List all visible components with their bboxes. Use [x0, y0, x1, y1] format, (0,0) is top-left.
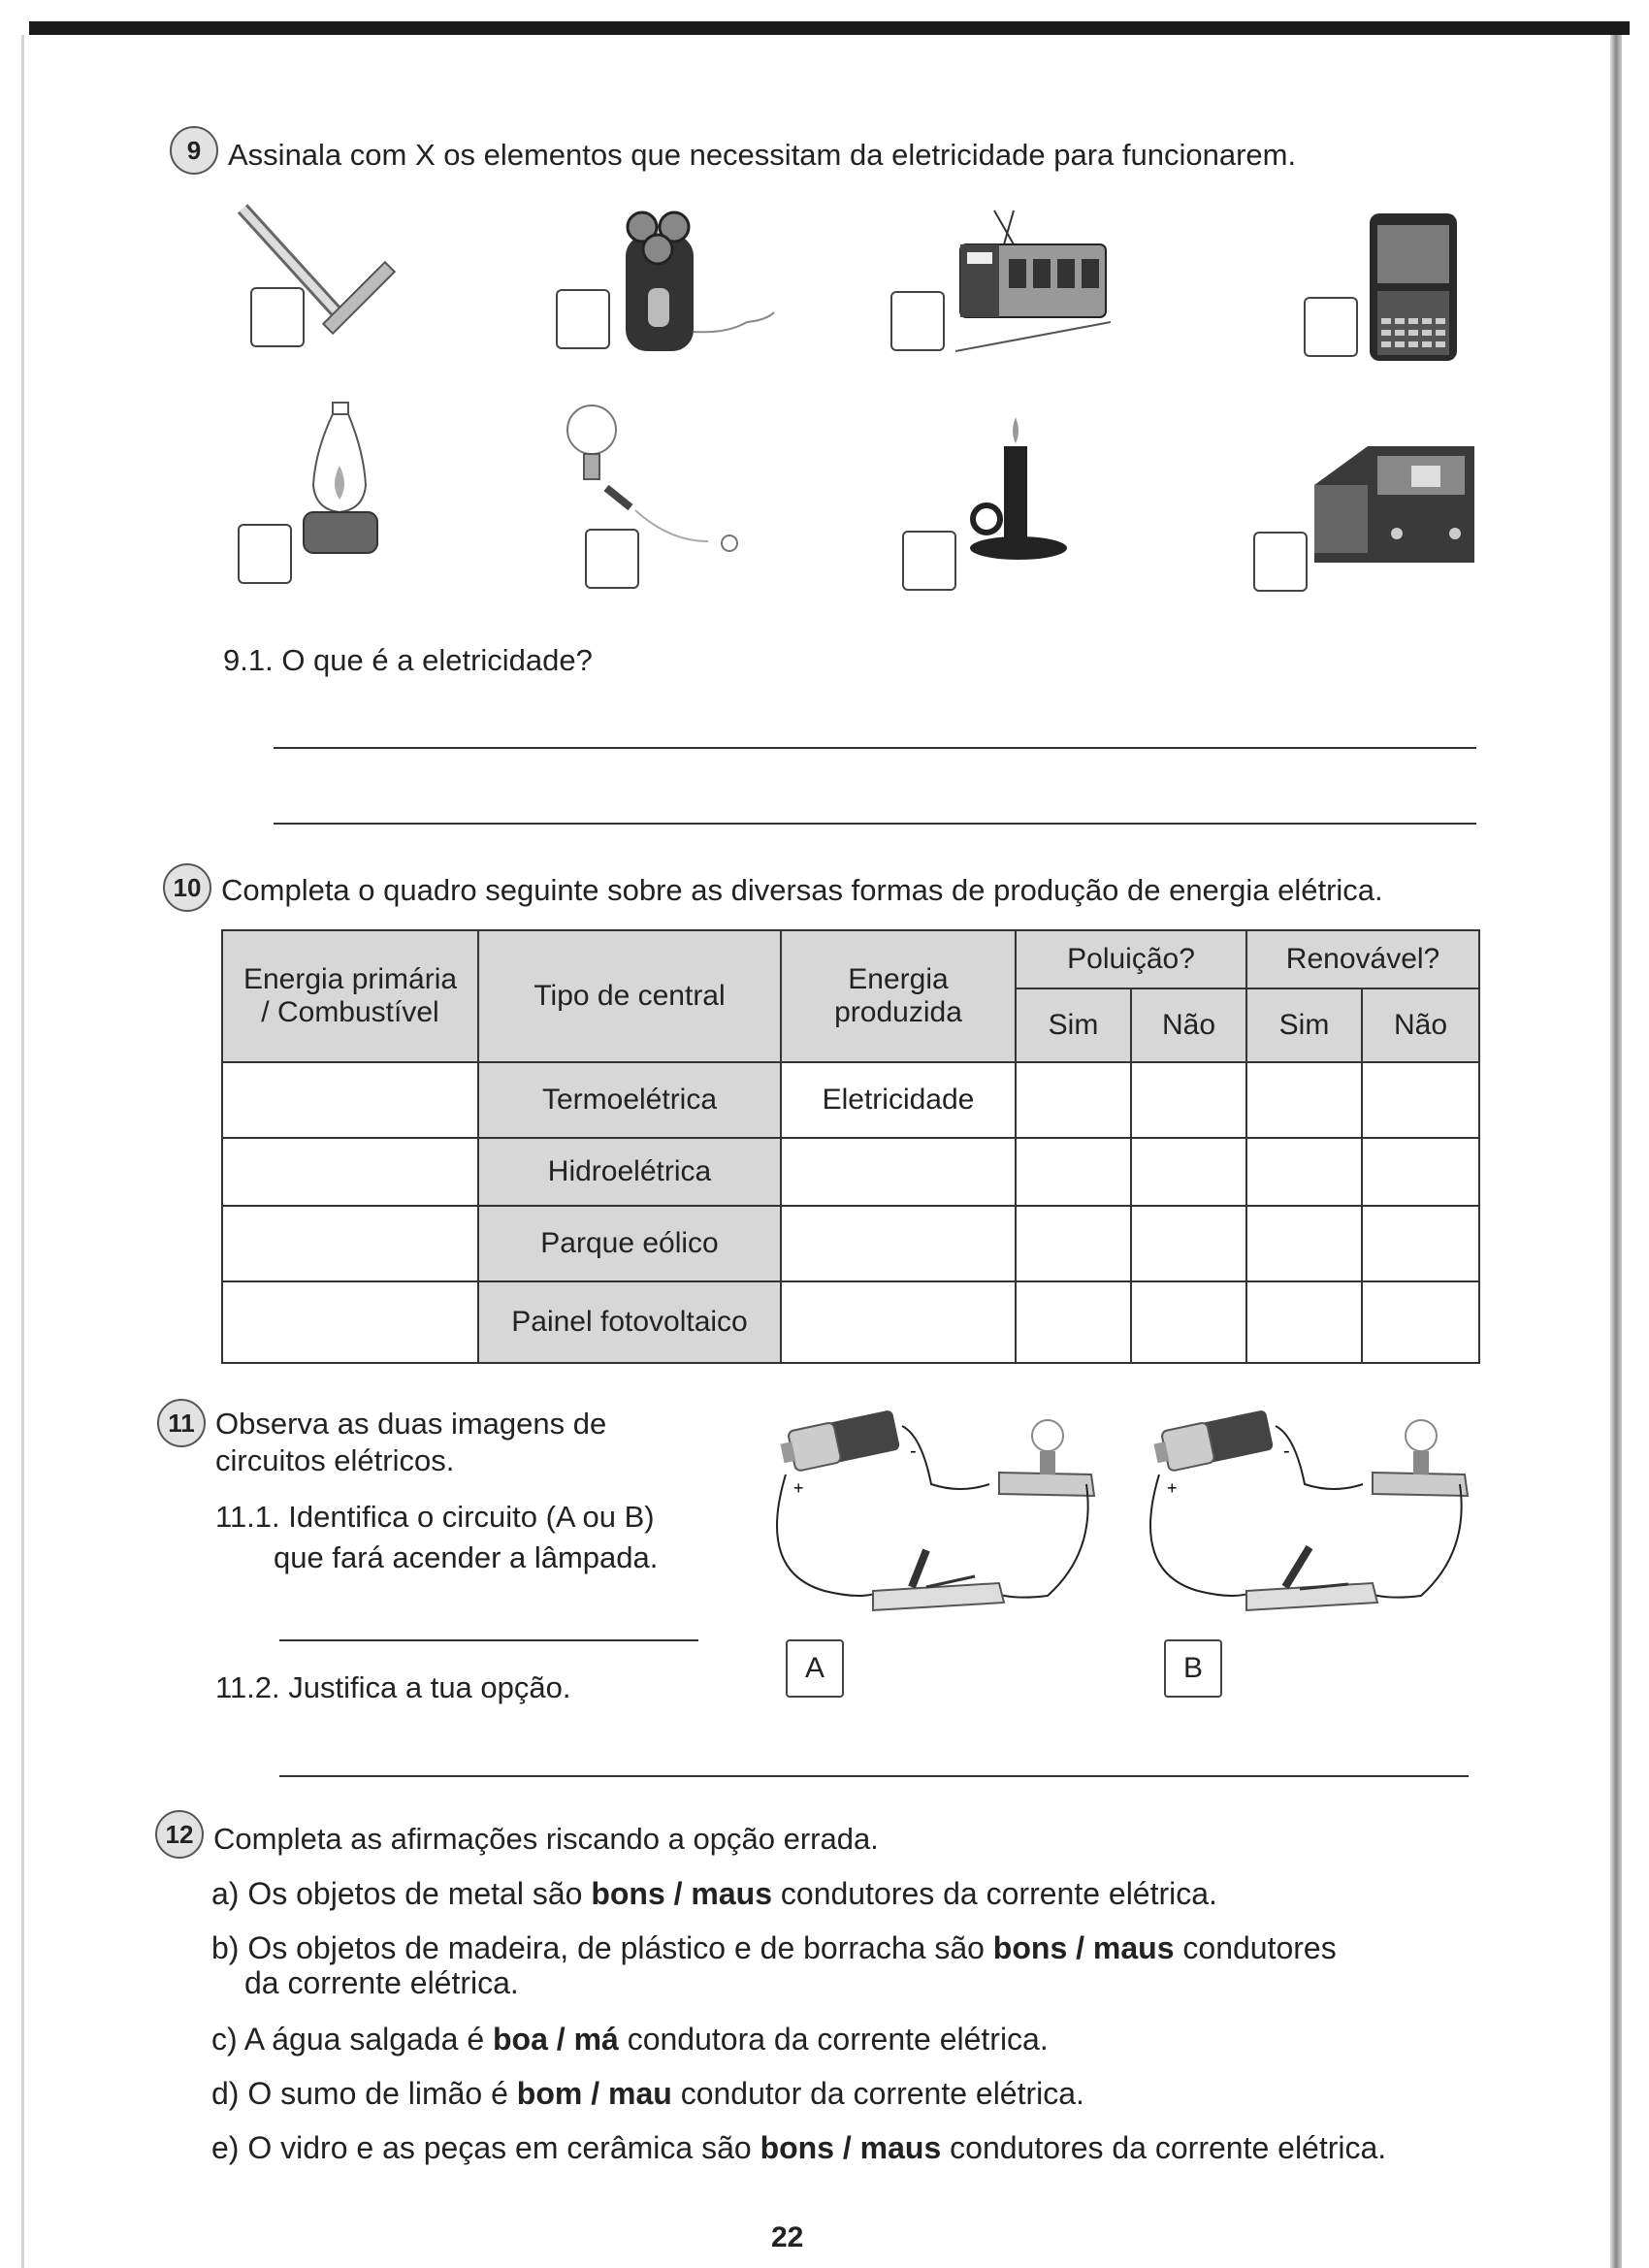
statement-text: Os objetos de metal são: [247, 1876, 592, 1911]
energy-production-table: [221, 929, 1480, 1364]
statement-option[interactable]: bons / maus: [760, 2130, 942, 2165]
header-pollution-no: Não: [1131, 988, 1246, 1062]
statement-text-end: condutor da corrente elétrica.: [671, 2076, 1084, 2111]
scan-top-edge: [29, 21, 1630, 35]
statement-text: Os objetos de madeira, de plástico e de borracha são: [247, 1930, 993, 1965]
battery-plus-sign: +: [793, 1478, 804, 1498]
header-primary-energy-line1: Energia primária: [242, 963, 458, 995]
oil-lamp-icon: [296, 398, 383, 558]
cell-pollution-yes[interactable]: [1016, 1206, 1131, 1281]
question-9-prompt: Assinala com X os elementos que necessitam da eletricidade para funcionarem.: [228, 138, 1297, 172]
cell-energy-produced[interactable]: [781, 1206, 1016, 1281]
question-9-badge: 9: [170, 126, 218, 175]
question-11-badge: 11: [157, 1399, 206, 1447]
razor-checkbox[interactable]: [250, 287, 305, 347]
statement-letter: a): [211, 1876, 240, 1911]
statement-text-end: condutora da corrente elétrica.: [618, 2022, 1049, 2057]
lamp-icon: [1406, 1420, 1437, 1451]
statement-letter: c): [211, 2022, 238, 2057]
statement-b: [211, 1930, 1337, 1966]
oil-lamp-checkbox[interactable]: [238, 524, 292, 584]
page-number: 22: [771, 2221, 804, 2253]
question-11-prompt-line2: circuitos elétricos.: [215, 1443, 455, 1477]
candle-icon: [965, 412, 1072, 572]
cell-pollution-yes[interactable]: [1016, 1281, 1131, 1363]
cell-energy-produced[interactable]: [781, 1138, 1016, 1206]
statement-c: [211, 2022, 1049, 2057]
question-11-1-line1: 11.1. Identifica o circuito (A ou B): [215, 1500, 655, 1534]
cell-pollution-no[interactable]: [1131, 1206, 1246, 1281]
header-energy-produced-line1: Energia: [848, 963, 949, 995]
header-renewable: Renovável?: [1246, 930, 1479, 988]
answer-line-9-1-b[interactable]: [274, 823, 1476, 825]
statement-b-continuation: da corrente elétrica.: [244, 1965, 519, 2000]
cell-renewable-no[interactable]: [1362, 1281, 1479, 1363]
statement-text-end: condutores da corrente elétrica.: [941, 2130, 1387, 2165]
statement-option[interactable]: bom / mau: [516, 2076, 672, 2111]
statement-text-end: condutores da corrente elétrica.: [772, 1876, 1217, 1911]
answer-line-11-1[interactable]: [279, 1639, 698, 1641]
cell-pollution-yes[interactable]: [1016, 1138, 1131, 1206]
table-row: [222, 1281, 1479, 1363]
statement-text: O sumo de limão é: [247, 2076, 517, 2111]
statement-option[interactable]: boa / má: [493, 2022, 619, 2057]
cell-pollution-no[interactable]: [1131, 1138, 1246, 1206]
cell-renewable-no[interactable]: [1362, 1062, 1479, 1138]
question-12-prompt: Completa as afirmações riscando a opção errada.: [213, 1822, 879, 1856]
cell-renewable-yes[interactable]: [1246, 1062, 1362, 1138]
answer-line-11-2[interactable]: [279, 1775, 1469, 1777]
question-10-prompt: Completa o quadro seguinte sobre as diversas formas de produção de energia elétrica.: [221, 873, 1383, 907]
statement-text-end: condutores: [1174, 1930, 1337, 1965]
header-renewable-yes: Sim: [1246, 988, 1362, 1062]
battery-icon: [1151, 1409, 1274, 1474]
header-renewable-no: Não: [1362, 988, 1479, 1062]
train-icon: [1310, 427, 1479, 567]
mobile-phone-icon: [1368, 211, 1460, 365]
battery-minus-sign: -: [910, 1441, 917, 1462]
mobile-phone-checkbox[interactable]: [1304, 297, 1358, 357]
statement-letter: b): [211, 1930, 240, 1965]
circuit-a-diagram: [766, 1397, 1101, 1649]
circuit-b-diagram: [1140, 1397, 1474, 1649]
cell-renewable-yes[interactable]: [1246, 1206, 1362, 1281]
cell-renewable-no[interactable]: [1362, 1138, 1479, 1206]
train-checkbox[interactable]: [1253, 532, 1308, 592]
cell-renewable-yes[interactable]: [1246, 1138, 1362, 1206]
statement-letter: d): [211, 2076, 240, 2111]
cell-pollution-yes[interactable]: [1016, 1062, 1131, 1138]
tram-icon: [955, 206, 1111, 361]
header-energy-produced: [781, 930, 1016, 1062]
circuit-b-label: B: [1164, 1639, 1222, 1698]
answer-line-9-1-a[interactable]: [274, 747, 1476, 749]
statement-text: A água salgada é: [243, 2022, 493, 2057]
cell-energy-produced: Eletricidade: [781, 1062, 1016, 1138]
statement-letter: e): [211, 2130, 240, 2165]
cell-central-type: Hidroelétrica: [478, 1138, 781, 1206]
statement-d: [211, 2076, 1084, 2112]
question-12-badge: 12: [155, 1810, 204, 1859]
cell-central-type: Painel fotovoltaico: [478, 1281, 781, 1363]
table-row: [222, 1062, 1479, 1138]
question-11-1-line2: que fará acender a lâmpada.: [274, 1540, 659, 1574]
electric-shaver-icon: [621, 206, 776, 356]
circuit-a-label: A: [786, 1639, 844, 1698]
statement-text: O vidro e as peças em cerâmica são: [247, 2130, 760, 2165]
scan-right-edge: [1610, 35, 1622, 2268]
lamp-icon: [1032, 1420, 1063, 1451]
cell-primary-energy[interactable]: [222, 1062, 478, 1138]
header-primary-energy: [222, 930, 478, 1062]
tram-checkbox[interactable]: [890, 291, 945, 351]
cell-primary-energy[interactable]: [222, 1281, 478, 1363]
cell-pollution-no[interactable]: [1131, 1062, 1246, 1138]
cell-primary-energy[interactable]: [222, 1138, 478, 1206]
header-central-type: Tipo de central: [478, 930, 781, 1062]
header-primary-energy-line2: / Combustível: [261, 996, 439, 1028]
cell-renewable-no[interactable]: [1362, 1206, 1479, 1281]
battery-icon: [778, 1409, 900, 1474]
question-11-2-prompt: 11.2. Justifica a tua opção.: [215, 1670, 571, 1704]
cell-energy-produced[interactable]: [781, 1281, 1016, 1363]
candle-checkbox[interactable]: [902, 531, 956, 591]
question-9-1-prompt: 9.1. O que é a eletricidade?: [223, 643, 593, 677]
header-energy-produced-line2: produzida: [834, 996, 962, 1028]
light-bulb-checkbox[interactable]: [585, 529, 639, 589]
cell-central-type: Termoelétrica: [478, 1062, 781, 1138]
header-pollution: Poluição?: [1016, 930, 1246, 988]
statement-option[interactable]: bons / maus: [992, 1930, 1175, 1965]
electric-shaver-checkbox[interactable]: [556, 289, 610, 349]
scan-left-edge: [21, 35, 24, 2268]
header-pollution-yes: Sim: [1016, 988, 1131, 1062]
table-row: [222, 1206, 1479, 1281]
question-11-prompt-line1: Observa as duas imagens de: [215, 1407, 607, 1441]
battery-minus-sign: -: [1283, 1441, 1290, 1462]
battery-plus-sign: +: [1167, 1478, 1178, 1498]
statement-e: [211, 2130, 1386, 2166]
switch-icon: [873, 1583, 1004, 1610]
table-row: [222, 1138, 1479, 1206]
statement-option[interactable]: bons / maus: [591, 1876, 773, 1911]
cell-renewable-yes[interactable]: [1246, 1281, 1362, 1363]
cell-primary-energy[interactable]: [222, 1206, 478, 1281]
question-10-badge: 10: [163, 863, 211, 912]
cell-central-type: Parque eólico: [478, 1206, 781, 1281]
cell-pollution-no[interactable]: [1131, 1281, 1246, 1363]
statement-a: [211, 1876, 1217, 1912]
